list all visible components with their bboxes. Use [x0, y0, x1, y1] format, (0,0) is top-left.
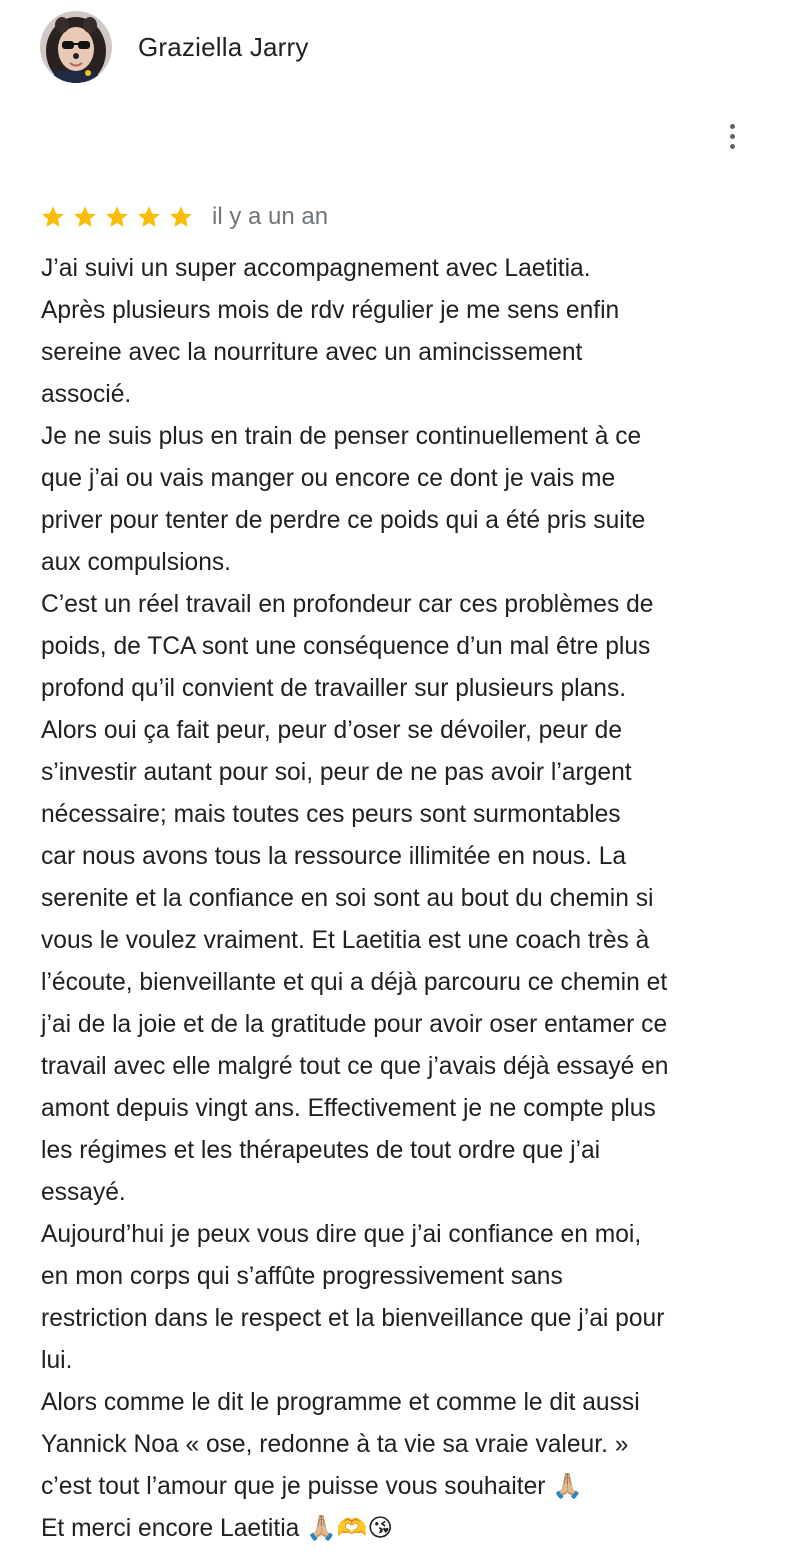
review-text-line: J’ai suivi un super accompagnement avec Laetitia.: [41, 255, 591, 282]
review-text-line: restriction dans le respect et la bienveillance que j’ai pour: [41, 1305, 665, 1332]
star-icon: [72, 204, 98, 230]
review-text-line: sereine avec la nourriture avec un amincissement: [41, 339, 583, 366]
more-vert-icon: [730, 124, 735, 129]
review-text-line: travail avec elle malgré tout ce que j’avais déjà essayé en: [41, 1053, 669, 1080]
more-options-button[interactable]: [716, 116, 748, 156]
review-text-line: Yannick Noa « ose, redonne à ta vie sa vraie valeur. »: [41, 1431, 629, 1458]
review-text-line: serenite et la confiance en soi sont au bout du chemin si: [41, 885, 654, 912]
star-icon: [136, 204, 162, 230]
review-text-line: en mon corps qui s’affûte progressivement sans: [41, 1263, 563, 1290]
review-text-line: s’investir autant pour soi, peur de ne pas avoir l’argent: [41, 759, 632, 786]
review-text-line: Aujourd’hui je peux vous dire que j’ai confiance en moi,: [41, 1221, 642, 1248]
rating-row: [40, 198, 328, 236]
review-text-line: amont depuis vingt ans. Effectivement je ne compte plus: [41, 1095, 656, 1122]
review-text-line: Je ne suis plus en train de penser continuellement à ce: [41, 423, 642, 450]
review-text-line: priver pour tenter de perdre ce poids qui a été pris suite: [41, 507, 646, 534]
review-text-line: Alors oui ça fait peur, peur d’oser se dévoiler, peur de: [41, 717, 623, 744]
review-text-line: Et merci encore Laetitia 🙏🏼🫶😘: [41, 1515, 394, 1542]
star-icon: [104, 204, 130, 230]
review-text-line: C’est un réel travail en profondeur car ces problèmes de: [41, 591, 654, 618]
review-text-line: nécessaire; mais toutes ces peurs sont surmontables: [41, 801, 621, 828]
review-text-line: c’est tout l’amour que je puisse vous souhaiter 🙏🏼: [41, 1473, 583, 1500]
reviewer-name[interactable]: Graziella Jarry: [138, 31, 309, 62]
avatar-image: [40, 11, 112, 83]
review-text-line: lui.: [41, 1347, 73, 1374]
review-text-line: poids, de TCA sont une conséquence d’un mal être plus: [41, 633, 651, 660]
review-time: il y a un an: [212, 203, 329, 230]
review-text-line: vous le voulez vraiment. Et Laetitia est une coach très à: [41, 927, 650, 954]
review-text-line: l’écoute, bienveillante et qui a déjà parcouru ce chemin et: [41, 969, 668, 996]
review-header: [40, 10, 309, 84]
review-text-line: profond qu’il convient de travailler sur plusieurs plans.: [41, 675, 627, 702]
review-text-line: Alors comme le dit le programme et comme le dit aussi: [41, 1389, 640, 1416]
more-vert-icon-dot: [730, 144, 735, 149]
review-text-line: car nous avons tous la ressource illimitée en nous. La: [41, 843, 627, 870]
review-text-line: j’ai de la joie et de la gratitude pour avoir oser entamer ce: [41, 1011, 668, 1038]
review-text-line: Après plusieurs mois de rdv régulier je me sens enfin: [41, 297, 620, 324]
star-icon: [168, 204, 194, 230]
review-text-line: associé.: [41, 381, 132, 408]
review-text-line: essayé.: [41, 1179, 126, 1206]
review-text: [41, 248, 761, 1550]
avatar[interactable]: [40, 11, 112, 83]
star-icon: [40, 204, 66, 230]
more-vert-icon-dot: [730, 134, 735, 139]
review-text-line: les régimes et les thérapeutes de tout ordre que j’ai: [41, 1137, 601, 1164]
review-text-line: que j’ai ou vais manger ou encore ce dont je vais me: [41, 465, 616, 492]
star-rating: [40, 204, 194, 230]
review-text-line: aux compulsions.: [41, 549, 232, 576]
